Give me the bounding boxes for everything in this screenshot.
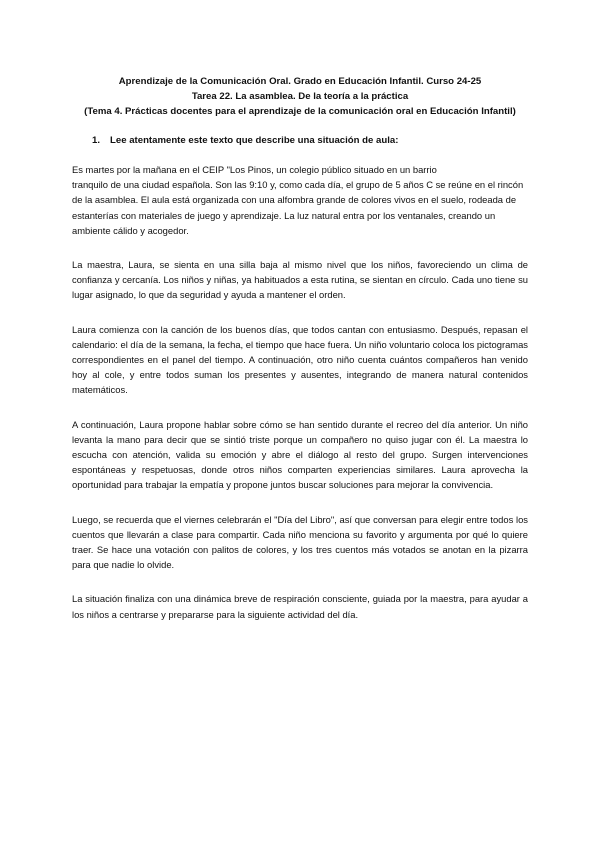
task-instruction [92,134,528,148]
document-header [72,74,528,119]
paragraph-4: A continuación, Laura propone hablar sobre cómo se han sentido durante el recreo del día anterior. Un niño levanta la mano para decir que se sintió triste porque un compañero no quiso jugar con él. La maestra lo escucha con atención, valida su emoción y abre el diálogo al resto del grupo. Surgen intervenciones espontáneas y respetuosas, donde otros niños comparten experiencias similares. Laura aprovecha la oportunidad para trabajar la empatía y propone juntos buscar soluciones para mejorar la convivencia. [72,418,528,491]
topic-subtitle: (Tema 4. Prácticas docentes para el aprendizaje de la comunicación oral en Educación Infantil) [84,106,516,117]
paragraph-1-rest: tranquilo de una ciudad española. Son las 9:10 y, como cada día, el grupo de 5 años C se reúne en el rincón de la asamblea. El aula está organizada con una alfombra grande de colores vivos en el suelo, rodeada de estanterías con materiales de juego y aprendizaje. La luz natural entra por los ventanales, creando un ambiente cálido y acogedor. [72,179,524,236]
paragraph-1 [72,162,528,238]
paragraph-1-line-1: Es martes por la mañana en el CEIP "Los Pinos, un colegio público situado en un barrio [72,164,437,175]
paragraph-2: La maestra, Laura, se sienta en una silla baja al mismo nivel que los niños, favoreciendo un clima de confianza y cercanía. Los niños y niñas, ya habituados a esta rutina, se sientan en círculo. Cada uno tiene su lugar asignado, lo que da seguridad y ayuda a mantener el orden. [72,259,528,301]
paragraph-6: La situación finaliza con una dinámica breve de respiración consciente, guiada por la maestra, para ayudar a los niños a centrarse y prepararse para la siguiente actividad del día. [72,593,528,620]
course-title: Aprendizaje de la Comunicación Oral. Grado en Educación Infantil. Curso 24-25 [118,76,482,87]
paragraph-3: Laura comienza con la canción de los buenos días, que todos cantan con entusiasmo. Después, repasan el calendario: el día de la semana, la fecha, el tiempo que hace fuera. Un niño voluntario coloca los pictogramas correspondientes en el panel del tiempo. A continuación, otro niño cuenta cuántos compañeros han venido hoy al cole, y entre todos suman los presentes y ausentes, integrando de manera natural contenidos matemáticos. [72,323,528,396]
paragraph-5: Luego, se recuerda que el viernes celebrarán el "Día del Libro", así que conversan para elegir entre todos los cuentos que llevarán a clase para compartir. Cada niño menciona su favorito y argumenta por qué lo quiere traer. Se hace una votación con palitos de colores, y los tres cuentos más votados se anotan en la pizarra para que nadie lo olvide. [72,513,528,571]
task-title: Tarea 22. La asamblea. De la teoría a la práctica [191,91,409,102]
task-text: Lee atentamente este texto que describe una situación de aula: [110,135,399,146]
document-body [72,162,528,622]
task-number: 1. [92,135,101,146]
